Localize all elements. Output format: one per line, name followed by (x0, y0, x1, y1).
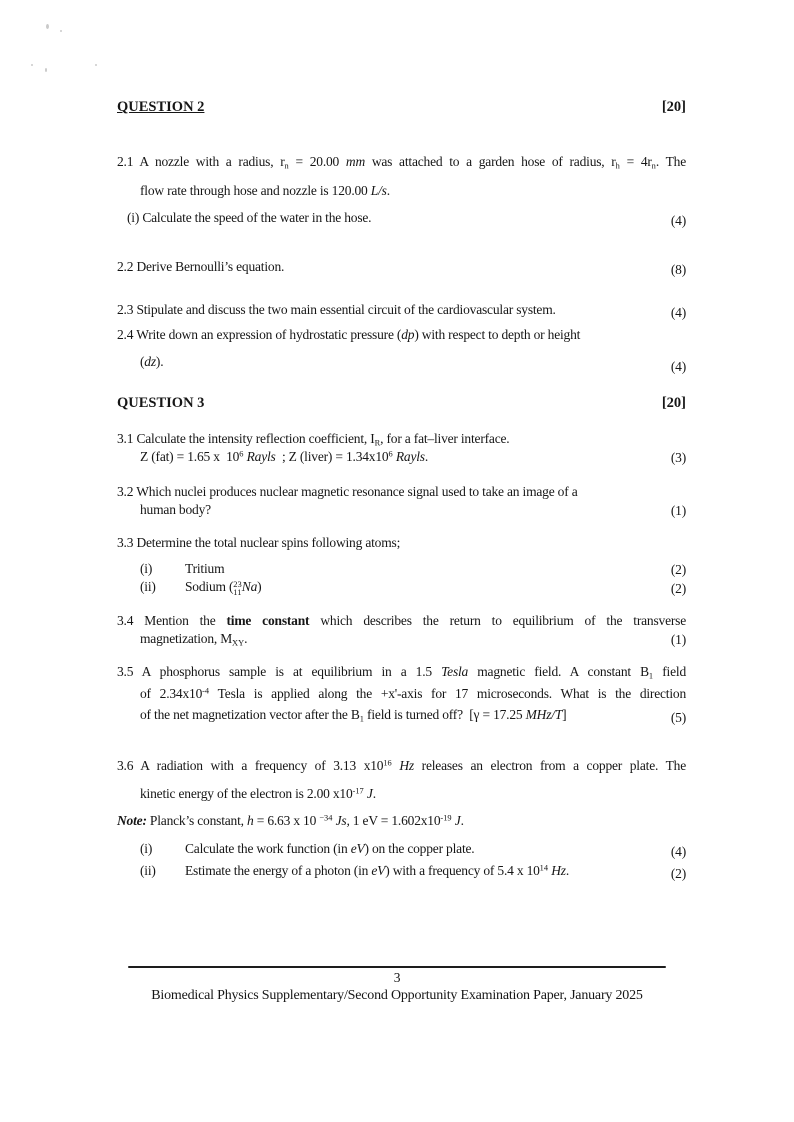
text-line: kinetic energy of the electron is 2.00 $x10^{-17}$ J. (140, 786, 376, 801)
footer-text: Biomedical Physics Supplementary/Second Opportunity Examination Paper, January 2025 (151, 988, 643, 1003)
question-2-heading (117, 99, 686, 116)
text-line: 3.1 Calculate the intensity reflection coefficient, $I_R$, for a fat–liver interface. (117, 431, 510, 448)
footer-rule (128, 966, 666, 968)
question-2-4-text (117, 321, 686, 375)
scan-artifact (60, 30, 62, 32)
text-line: Z (fat) = 1.65 x $10^6$ Rayls ; Z (liver) = $1.34x10^6$ Rayls. (140, 449, 429, 464)
question-3-3-item-ii (117, 577, 686, 597)
text-line: 2.4 Write down an expression of hydrostatic pressure (dp) with respect to depth or height (117, 327, 581, 342)
marks-allocation: (4) (670, 305, 686, 320)
question-3-6-text (117, 752, 686, 808)
text-line: of $2.34x10^{-4}$ Tesla is applied along the +x'-axis for 17 microseconds. What is the direction (140, 685, 687, 701)
marks-allocation: (8) (670, 262, 686, 277)
page-number: 3 (393, 970, 401, 985)
text-line: 2.2 Derive Bernoulli’s equation. (117, 259, 285, 274)
question-3-3-item-i (117, 559, 686, 578)
text-line: 3.6 A radiation with a frequency of 3.13 $x10^{16}$ Hz releases an electron from a copper plate. The (117, 758, 686, 773)
question-2-total-marks: [20] (661, 99, 686, 115)
marks-allocation: (1) (670, 503, 686, 518)
marks-allocation: (1) (670, 632, 686, 647)
question-3-6-note (117, 810, 686, 832)
text-line: 3.3 Determine the total nuclear spins following atoms; (117, 535, 401, 550)
question-3-title: QUESTION 3 (117, 395, 205, 411)
question-2-2-text (117, 256, 686, 278)
scan-artifact (45, 68, 47, 72)
nuclide-prescript: 23 11 (233, 578, 242, 597)
scan-artifact (31, 64, 33, 66)
text-line: 3.4 Mention the time constant which describes the return to equilibrium of the transverse (117, 613, 686, 628)
question-3-3-text (117, 534, 686, 552)
question-3-4-text (117, 612, 686, 648)
marks-allocation: (4) (670, 359, 686, 374)
marks-allocation: (2) (670, 866, 686, 881)
text-line: human body? (140, 502, 211, 517)
question-2-3-text (117, 299, 686, 321)
question-3-heading (117, 395, 686, 412)
scan-artifact (46, 24, 49, 29)
text-line: (i) Tritium (140, 561, 225, 576)
text-line: (ii) Estimate the energy of a photon (in eV) with a frequency of 5.4 x $10^{14}$ Hz. (140, 863, 570, 878)
question-2-title: QUESTION 2 (117, 99, 205, 115)
scan-artifact (95, 64, 97, 66)
text-line: (dz). (140, 354, 164, 369)
question-3-total-marks: [20] (661, 395, 686, 411)
text-line: 3.2 Which nuclei produces nuclear magnetic resonance signal used to take an image of a (117, 484, 578, 499)
text-line: magnetization, $M_{XY}$. (140, 631, 248, 648)
text-line: 3.5 A phosphorus sample is at equilibrium in a 1.5 Tesla magnetic field. A constant $B_1$ field (117, 664, 687, 681)
question-3-5-text (117, 661, 686, 726)
marks-allocation: (2) (670, 562, 686, 577)
text-line: (i) Calculate the work function (in eV) on the copper plate. (140, 841, 475, 856)
text-line: 2.1 A nozzle with a radius, $r_n = 20.00$ mm was attached to a garden hose of radius, $r_h = 4r_n$. The (117, 154, 686, 171)
question-3-1-text (117, 430, 686, 466)
question-3-6-item-ii (117, 860, 686, 882)
question-2-1-text (117, 148, 686, 205)
question-2-1-item-i (117, 207, 686, 229)
text-line: (i) Calculate the speed of the water in the hose. (127, 210, 372, 225)
text-line: flow rate through hose and nozzle is 120.00 L/s. (140, 182, 390, 198)
marks-allocation: (2) (670, 581, 686, 596)
text-line: (ii) Sodium ( 23 11 Na) (140, 578, 262, 597)
marks-allocation: (4) (670, 213, 686, 228)
text-line: 2.3 Stipulate and discuss the two main essential circuit of the cardiovascular system. (117, 302, 556, 317)
marks-allocation: (3) (670, 450, 686, 465)
question-3-6-item-i (117, 838, 686, 860)
question-3-2-text (117, 483, 686, 519)
text-line: of the net magnetization vector after the $B_1$ field is turned off? [γ = 17.25 MHz/T] (140, 707, 567, 724)
text-line: Note: Planck’s constant, h = 6.63 x 10 $^{-34}$ Js, 1 eV = $1.602x10^{-19}$ J. (117, 813, 464, 828)
marks-allocation: (4) (670, 844, 686, 859)
marks-allocation: (5) (670, 709, 686, 725)
